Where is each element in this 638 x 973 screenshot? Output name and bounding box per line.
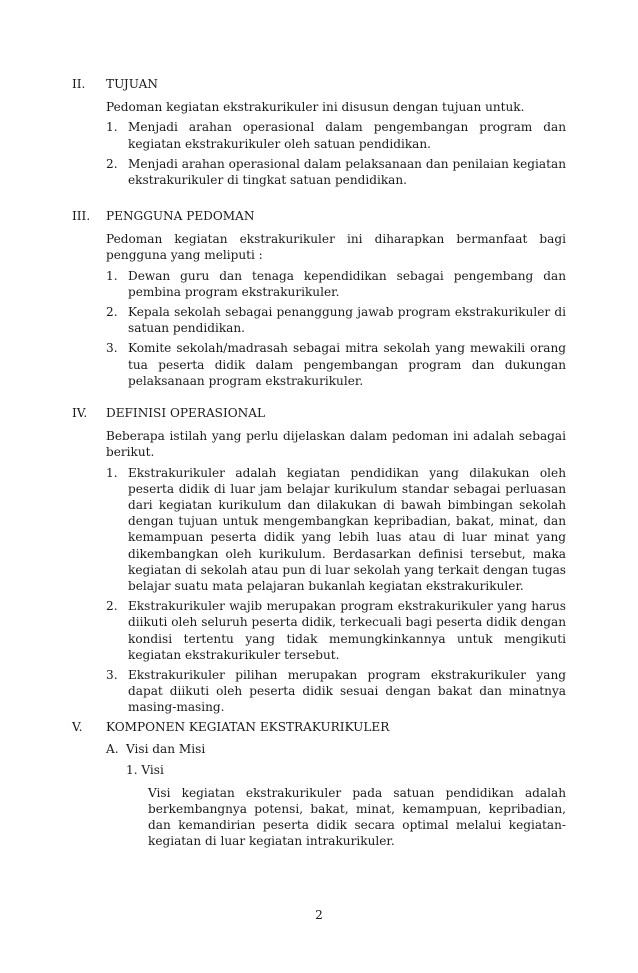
- item-number: 1.: [106, 120, 118, 135]
- item-text: Menjadi arahan operasional dalam pengembangan program dan kegiatan ekstrakurikuler oleh satuan pendidikan.: [128, 120, 566, 151]
- section-intro: Pedoman kegiatan ekstrakurikuler ini disusun dengan tujuan untuk.: [106, 100, 525, 115]
- item-number: 2.: [106, 305, 118, 320]
- section-number: II.: [72, 77, 86, 91]
- item-text: Ekstrakurikuler pilihan merupakan program ekstrakurikuler yang dapat diikuti oleh peserta didik sesuai dengan bakat dan minatnya masing-masing.: [128, 668, 566, 715]
- item-number: 1.: [106, 268, 118, 283]
- list-item: [106, 465, 566, 595]
- item-text: Ekstrakurikuler adalah kegiatan pendidikan yang dilakukan oleh peserta didik di luar jam belajar kurikulum standar sebagai perluasan dari kegiatan kurikulum dan dilakukan di bawah bimbingan sekolah dengan tujuan untuk mengembangkan kepribadian, bakat, minat, dan kemampuan peserta didik yang lebih luas atau di luar minat yang dikembangkan oleh kurikulum. Berdasarkan definisi tersebut, maka kegiatan di sekolah atau pun di luar sekolah yang terkait dengan tugas belajar suatu mata pelajaran bukanlah kegiatan ekstrakurikuler.: [128, 465, 566, 594]
- item-number: 1.: [106, 465, 118, 480]
- section-tujuan: [72, 76, 566, 188]
- item-text: Dewan guru dan tenaga kependidikan sebagai pengembang dan pembina program ekstrakurikuler.: [128, 268, 566, 299]
- section-title: DEFINISI OPERASIONAL: [106, 406, 266, 420]
- section-number: III.: [72, 209, 91, 223]
- section-komponen-kegiatan: [72, 719, 566, 849]
- subsection-heading: [106, 741, 566, 757]
- section-intro: Beberapa istilah yang perlu dijelaskan dalam pedoman ini adalah sebagai berikut.: [106, 429, 566, 460]
- list-item: [106, 156, 566, 188]
- list-item: [106, 304, 566, 336]
- item-text: Menjadi arahan operasional dalam pelaksanaan dan penilaian kegiatan ekstrakurikuler di tingkat satuan pendidikan.: [128, 156, 566, 188]
- list-item: [106, 119, 566, 151]
- list-item: [106, 667, 566, 716]
- section-title: KOMPONEN KEGIATAN EKSTRAKURIKULER: [106, 720, 390, 734]
- list-item: [106, 268, 566, 300]
- section-title: TUJUAN: [106, 77, 158, 91]
- section-title: PENGGUNA PEDOMAN: [106, 209, 255, 223]
- section-intro: Pedoman kegiatan ekstrakurikuler ini diharapkan bermanfaat bagi pengguna yang meliputi :: [106, 232, 566, 263]
- subsection-letter: A.: [106, 742, 119, 757]
- item-text: Ekstrakurikuler wajib merupakan program ekstrakurikuler yang harus diikuti oleh seluruh peserta didik, terkecuali bagi peserta didik dengan kondisi tertentu yang tidak memungkinkannya untuk mengikuti kegiatan ekstrakurikuler tersebut.: [128, 599, 566, 662]
- subsection-title: Visi dan Misi: [126, 742, 206, 757]
- visi-paragraph: Visi kegiatan ekstrakurikuler pada satuan pendidikan adalah berkembangnya potensi, bakat, minat, kemampuan, kepribadian, dan kemandirian peserta didik secara optimal melalui kegiatan-kegiatan di luar kegiatan intrakurikuler.: [148, 785, 566, 849]
- section-number: V.: [72, 720, 83, 734]
- section-definisi-operasional: [72, 405, 566, 716]
- section-number: IV.: [72, 406, 88, 420]
- item-number: 2.: [106, 156, 118, 171]
- list-item: [106, 598, 566, 663]
- item-number: 3.: [106, 668, 118, 683]
- visi-heading: 1. Visi: [126, 763, 164, 778]
- page-number: 2: [315, 908, 323, 922]
- list-item: [106, 340, 566, 389]
- item-text: Kepala sekolah sebagai penanggung jawab program ekstrakurikuler di satuan pendidikan.: [128, 305, 566, 336]
- section-pengguna-pedoman: [72, 208, 566, 389]
- item-number: 3.: [106, 341, 118, 356]
- item-number: 2.: [106, 599, 118, 614]
- item-text: Komite sekolah/madrasah sebagai mitra sekolah yang mewakili orang tua peserta didik dalam pengembangan program dan dukungan pelaksanaan program ekstrakurikuler.: [128, 341, 566, 388]
